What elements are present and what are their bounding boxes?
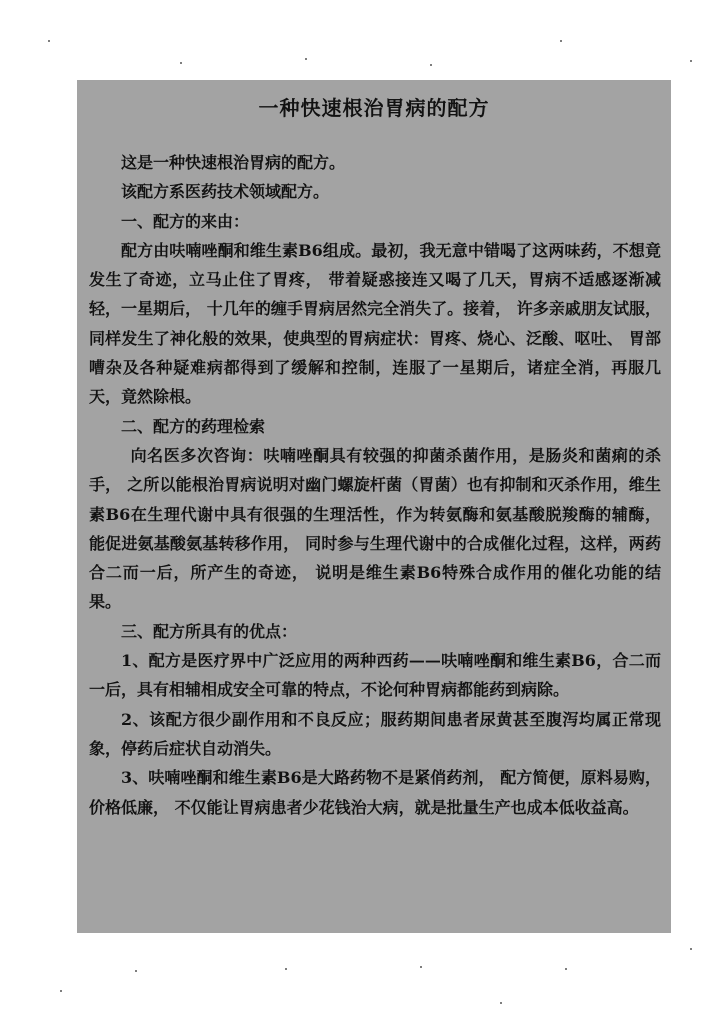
scan-speck xyxy=(48,40,50,42)
section-heading-advantages: 三、配方所具有的优点： xyxy=(121,621,298,641)
scan-speck xyxy=(500,1002,502,1004)
scan-speck xyxy=(305,58,307,60)
document-body xyxy=(89,148,661,822)
paragraph-pharmacology: 向名医多次咨询：呋喃唑酮具有较强的抑菌杀菌作用，是肠炎和菌痢的杀手， 之所以能根治胃病说明对幽门螺旋杆菌（胃菌）也有抑制和灭杀作用，维生素B6在生理代谢中具有很强的生理活性，作为转氨酶和氨基酸脱羧酶的辅酶， 能促进氨基酸氨基转移作用， 同时参与生理代谢中的合成催化过程，这样，两药合二而一后，所产生的奇迹， 说明是维生素B6特殊合成作用的催化功能的结果。 xyxy=(89,445,661,612)
scan-speck xyxy=(420,966,422,968)
advantage-item-1: 1、配方是医疗界中广泛应用的两种西药——呋喃唑酮和维生素B6，合二而一后，具有相辅相成安全可靠的特点，不论何种胃病都能药到病除。 xyxy=(89,651,661,700)
scan-speck xyxy=(560,40,562,42)
document-page xyxy=(77,80,671,933)
advantage-item-3: 3、呋喃唑酮和维生素B6是大路药物不是紧俏药剂， 配方简便，原料易购，价格低廉， 不仅能让胃病患者少花钱治大病，就是批量生产也成本低收益高。 xyxy=(89,768,661,817)
scan-speck xyxy=(180,62,182,64)
advantage-item-2: 2、该配方很少副作用和不良反应；服药期间患者尿黄甚至腹泻均属正常现象，停药后症状自动消失。 xyxy=(89,709,661,758)
scan-speck xyxy=(565,968,567,970)
section-heading-origin: 一、配方的来由： xyxy=(121,211,250,231)
paragraph-origin: 配方由呋喃唑酮和维生素B6组成。最初，我无意中错喝了这两味药，不想竟发生了奇迹，立马止住了胃疼， 带着疑惑接连又喝了几天，胃病不适感逐渐减轻，一星期后， 十几年的缠手胃病居然完全消失了。接着， 许多亲戚朋友试服，同样发生了神化般的效果，使典型的胃病症状：胃疼、烧心、泛酸、呕吐、 胃部嘈杂及各种疑难病都得到了缓解和控制，连服了一星期后，诸症全消，再服几天，竟然除根。 xyxy=(89,240,661,407)
scan-speck xyxy=(135,970,137,972)
scan-speck xyxy=(690,948,692,950)
document-title: 一种快速根治胃病的配方 xyxy=(258,96,490,120)
section-heading-pharmacology: 二、配方的药理检索 xyxy=(121,416,266,436)
scan-speck xyxy=(690,60,692,62)
scan-speck xyxy=(60,990,62,992)
scan-speck xyxy=(285,968,287,970)
scan-speck xyxy=(430,64,432,66)
paragraph-intro: 这是一种快速根治胃病的配方。 xyxy=(121,153,346,172)
paragraph-field: 该配方系医药技术领域配方。 xyxy=(121,182,330,202)
